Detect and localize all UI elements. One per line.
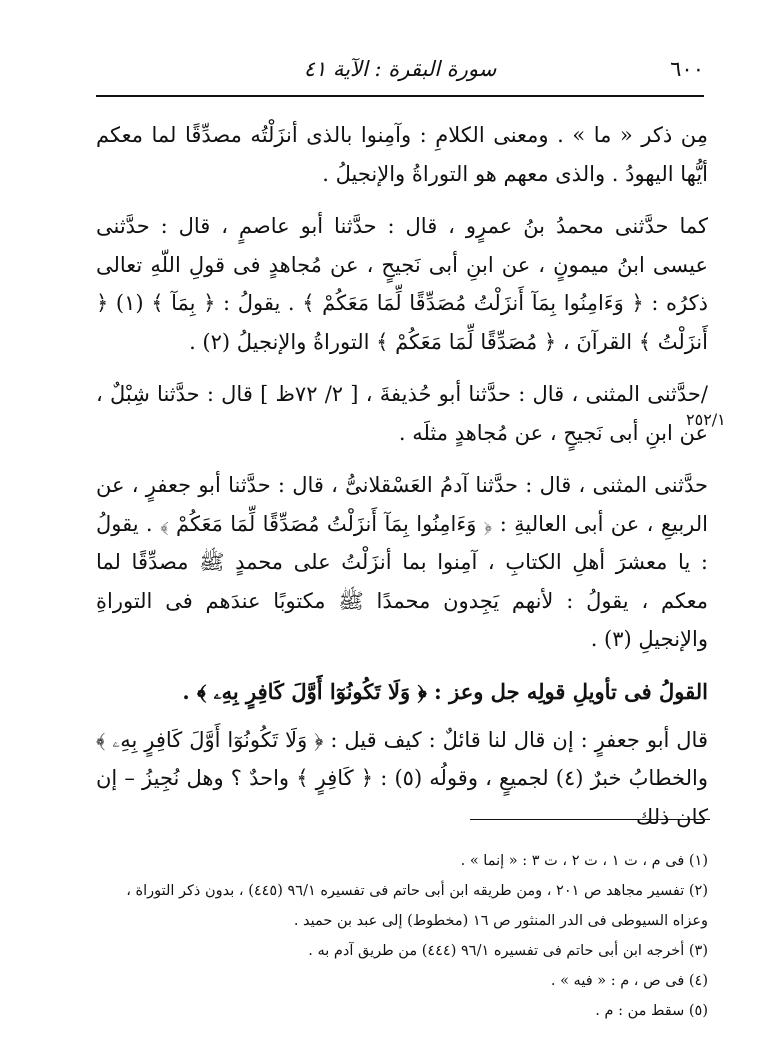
page-header	[96, 55, 704, 89]
footnote: (١) فى م ، ت ١ ، ت ٢ ، ت ٣ : « إنما » .	[460, 853, 708, 869]
paragraph-5: قال أبو جعفرٍ : إن قال لنا قائلٌ : كيف قيل : ﴿ وَلَا تَكُونُوٓا أَوَّلَ كَافِرٍ بِهِۦ ﴾ والخطابُ خبرٌ (٤) لجميعٍ ، وقولُه (٥) : ﴿ كَافِرٍ ﴾ واحدٌ ؟ وهل نُجِيزُ – إن كان ذلك	[96, 727, 708, 829]
paragraph-1: مِن ذكر « ما » . ومعنى الكلامِ : وآمِنوا بالذى أنزَلْتُه مصدِّقًا لما معكم أيُّها اليهودُ . والذى معهم هو التوراةُ والإنجيلُ .	[96, 123, 708, 186]
running-title: سورة البقرة : الآية ٤١	[303, 57, 497, 81]
main-text	[96, 116, 708, 850]
footnotes	[96, 846, 708, 1026]
footnote: (٢) تفسير مجاهد ص ٢٠١ ، ومن طريقه ابن أبى حاتم فى تفسيره ٩٦/١ (٤٤٥) ، بدون ذكر التوراة ،	[126, 883, 708, 899]
footnote: (٥) سقط من : م .	[595, 1003, 708, 1019]
header-divider	[96, 95, 704, 97]
section-heading: القولُ فى تأويلِ قولِه جل وعز : ﴿ وَلَا تَكُونُوٓا أَوَّلَ كَافِرٍ بِهِۦ ﴾ .	[182, 678, 708, 704]
footnote: (٣) أخرجه ابن أبى حاتم فى تفسيره ٩٦/١ (٤٤٤) من طريق آدم به .	[308, 943, 708, 959]
paragraph-3: /حدَّثنى المثنى ، قال : حدَّثنا أبو حُذيفةَ ، [ ٢/ ٧٢ظ ] قال : حدَّثنا شِبْلٌ ، عن ابنِ أبى نَجيحٍ ، عن مُجاهدٍ مثلَه .	[96, 382, 708, 445]
page-number: ٦٠٠	[670, 57, 704, 81]
paragraph-4: حدَّثنى المثنى ، قال : حدَّثنا آدمُ العَسْقلانىُّ ، قال : حدَّثنا أبو جعفرٍ ، عن الربيعِ ، عن أبى العاليةِ : ﴿ وَءَامِنُوا بِمَآ أَنزَلْتُ مُصَدِّقًا لِّمَا مَعَكُمْ ﴾ . يقولُ : يا معشرَ أهلِ الكتابِ ، آمِنوا بما أنزَلْتُ على محمدٍ ﷺ مصدِّقًا لما معكم ، يقولُ : لأنهم يَجِدون محمدًا ﷺ مكتوبًا عندَهم فى التوراةِ والإنجيلِ (٣) .	[96, 473, 708, 651]
margin-reference: ٢٥٢/١	[686, 410, 726, 429]
footnote: وعزاه السيوطى فى الدر المنثور ص ١٦ (مخطوط) إلى عبد بن حميد .	[293, 913, 708, 929]
paragraph-2: كما حدَّثنى محمدُ بنُ عمرٍو ، قال : حدَّثنا أبو عاصمٍ ، قال : حدَّثنى عيسى ابنُ ميمونٍ ، عن ابنِ أبى نَجيحٍ ، عن مُجاهدٍ فى قولِ اللّهِ تعالى ذكرُه : ﴿ وَءَامِنُوا بِمَآ أَنزَلْتُ مُصَدِّقًا لِّمَا مَعَكُمْ ﴾ . يقولُ : ﴿ بِمَآ ﴾ (١) ﴿ أَنزَلْتُ ﴾ القرآنَ ، ﴿ مُصَدِّقًا لِّمَا مَعَكُمْ ﴾ التوراةُ والإنجيلُ (٢) .	[96, 214, 708, 354]
footnote: (٤) فى ص ، م : « فيه » .	[550, 973, 708, 989]
footnote-divider	[470, 819, 710, 820]
